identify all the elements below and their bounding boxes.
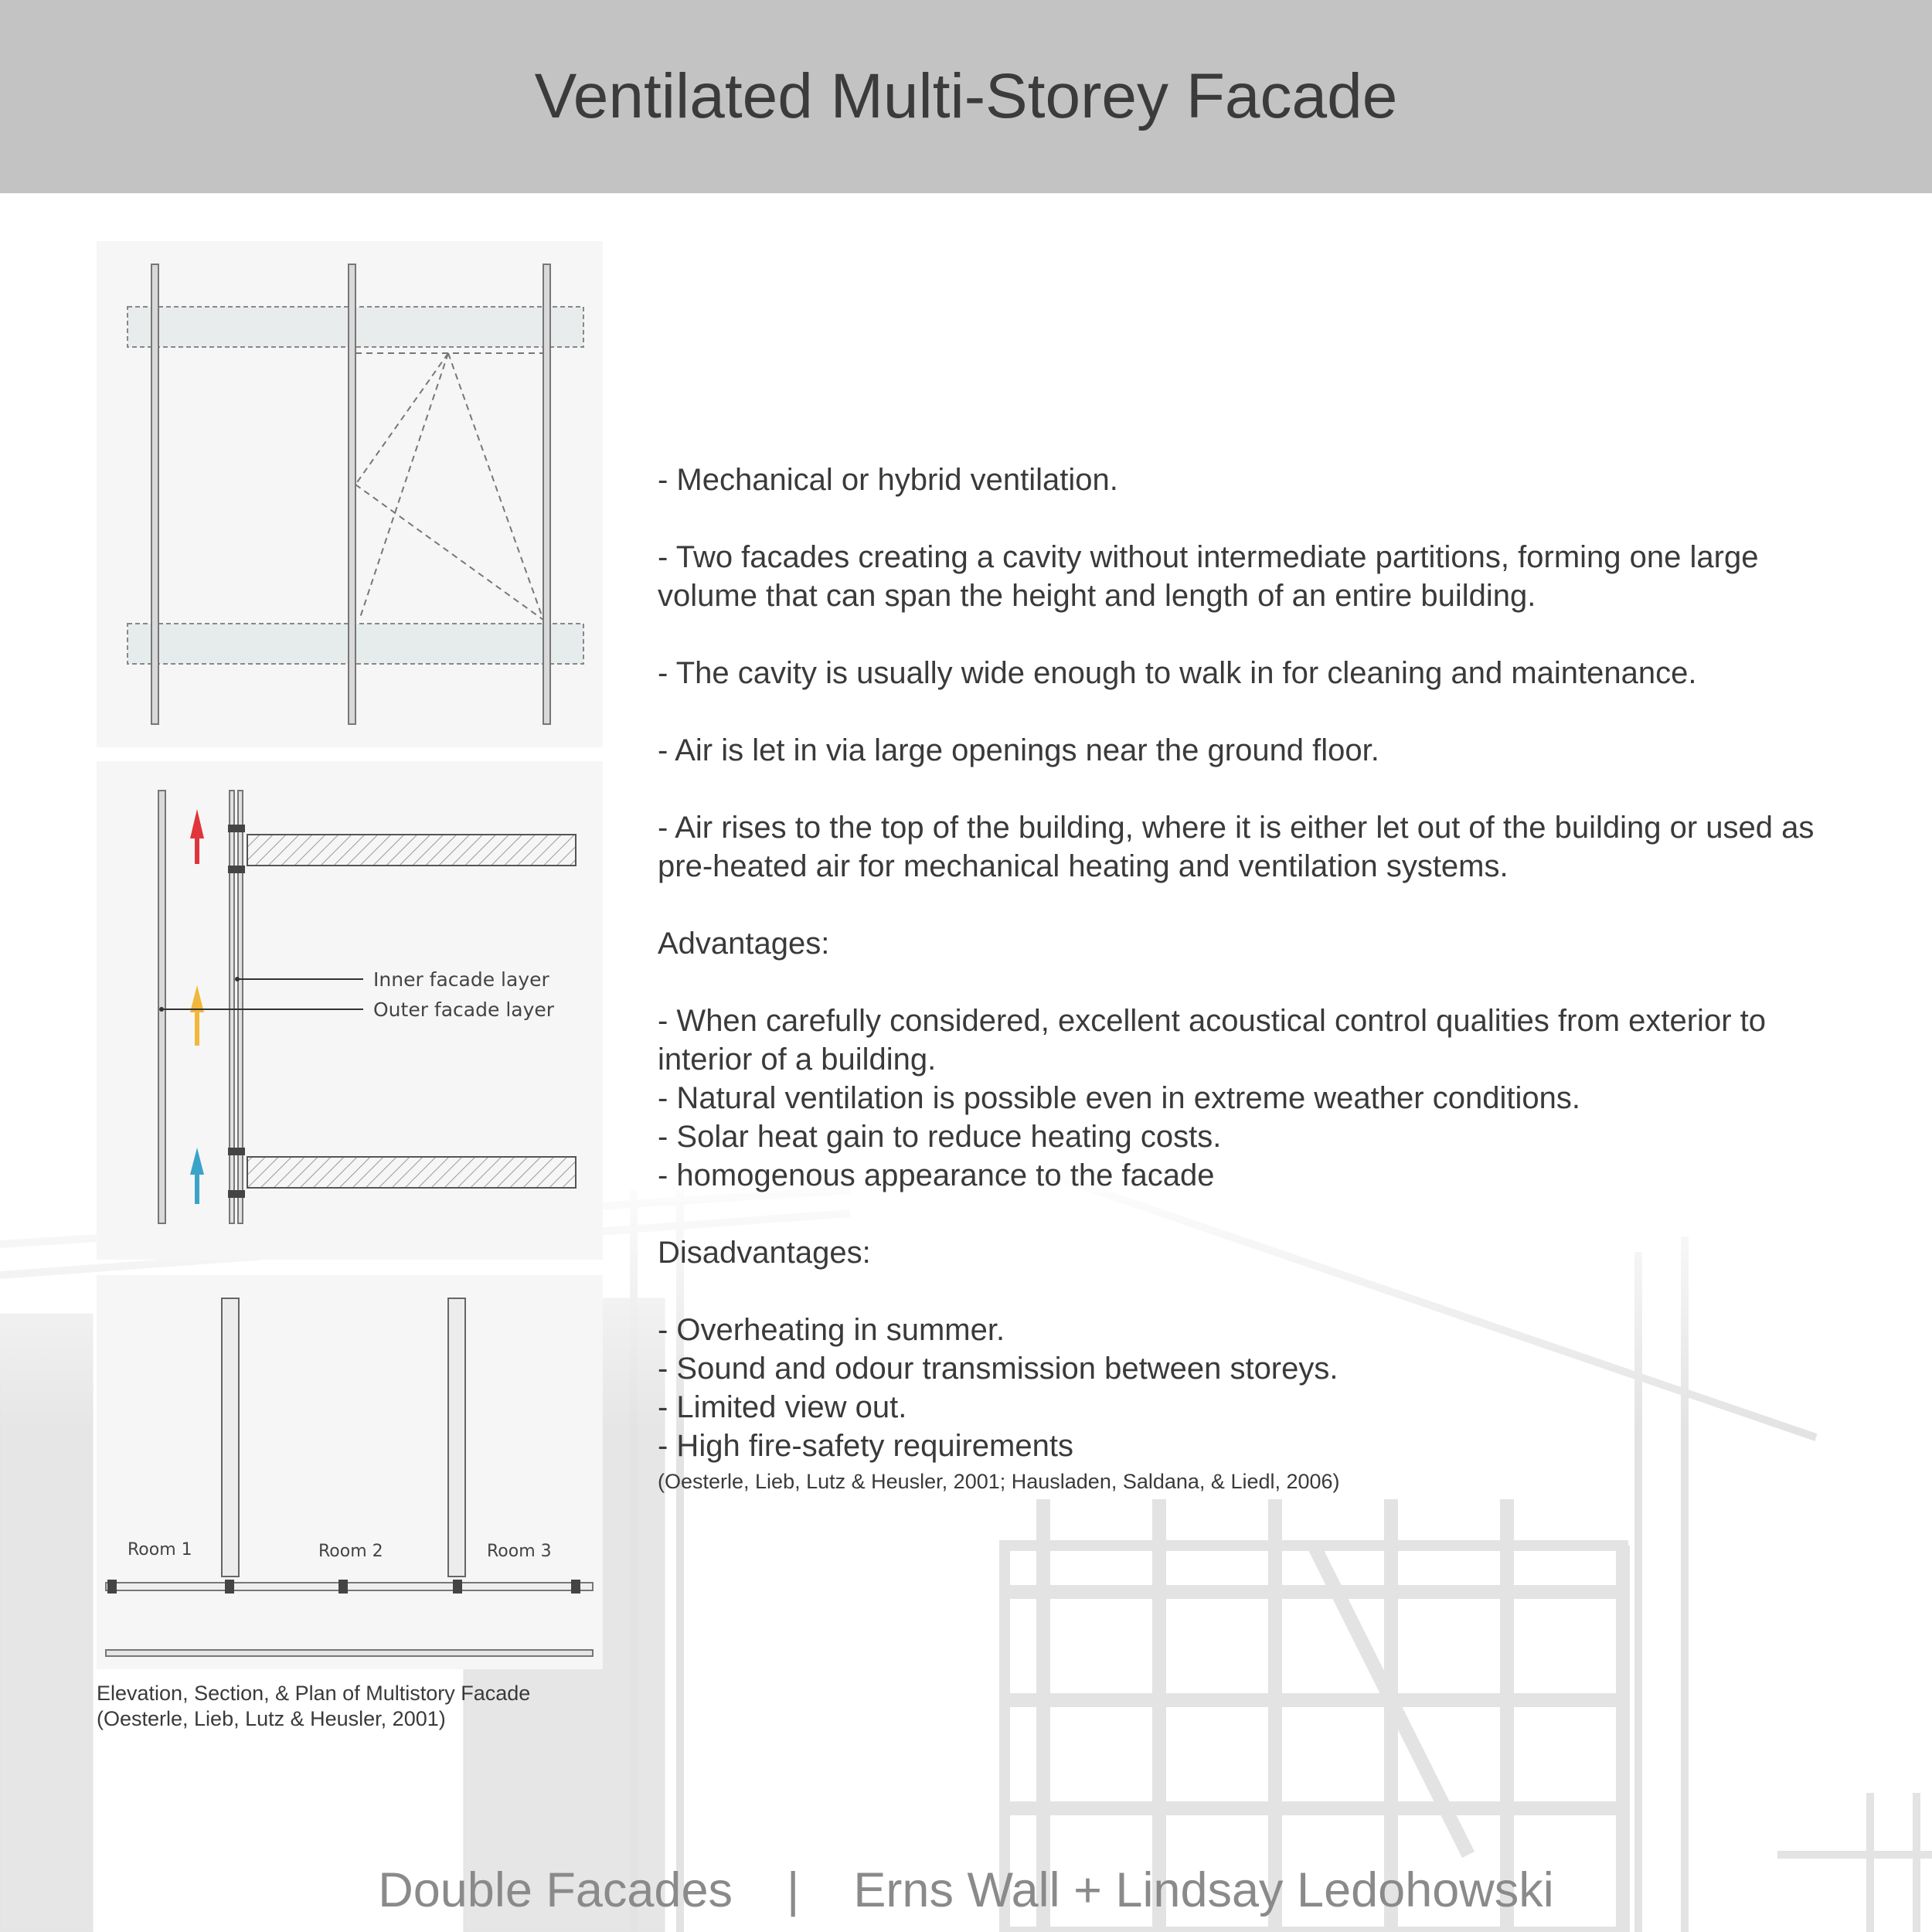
footer-title: Double Facades bbox=[378, 1863, 733, 1917]
room-2-label: Room 2 bbox=[318, 1542, 383, 1561]
footer-separator: | bbox=[787, 1863, 800, 1917]
cool-air-arrow-icon bbox=[190, 1148, 204, 1204]
paragraph-2: - Two facades creating a cavity without intermediate partitions, forming one large volume that can span the height and length of an entire building. bbox=[658, 540, 1759, 613]
figure-caption bbox=[97, 1681, 638, 1732]
disadvantage-item: - Overheating in summer. bbox=[658, 1313, 1005, 1347]
citation: (Oesterle, Lieb, Lutz & Heusler, 2001; Hausladen, Saldana, & Liedl, 2006) bbox=[658, 1470, 1340, 1493]
plan-figure bbox=[97, 1275, 603, 1669]
disadvantage-item: - Limited view out. bbox=[658, 1390, 907, 1424]
inner-facade-label: Inner facade layer bbox=[373, 968, 549, 991]
footer-authors: Erns Wall + Lindsay Ledohowski bbox=[853, 1863, 1554, 1917]
warm-air-arrow-icon bbox=[190, 809, 204, 864]
advantages-heading: Advantages: bbox=[658, 927, 830, 961]
paragraph-4: - Air is let in via large openings near the ground floor. bbox=[658, 733, 1379, 767]
disadvantage-item: - High fire-safety requirements bbox=[658, 1429, 1073, 1463]
caption-line-2: (Oesterle, Lieb, Lutz & Heusler, 2001) bbox=[97, 1707, 446, 1730]
disadvantages-heading: Disadvantages: bbox=[658, 1236, 871, 1270]
paragraph-3: - The cavity is usually wide enough to walk in for cleaning and maintenance. bbox=[658, 656, 1697, 690]
footer bbox=[0, 1862, 1932, 1918]
advantage-item: - Solar heat gain to reduce heating costs. bbox=[658, 1120, 1222, 1154]
outer-facade-label: Outer facade layer bbox=[373, 998, 555, 1021]
advantage-item: - Natural ventilation is possible even in extreme weather conditions. bbox=[658, 1081, 1580, 1115]
main-content bbox=[658, 461, 1863, 1498]
elevation-figure bbox=[97, 241, 603, 747]
advantage-item: - homogenous appearance to the facade bbox=[658, 1158, 1215, 1192]
paragraph-5: - Air rises to the top of the building, where it is either let out of the building or used as pre-heated air for mechanical heating and ventilation systems. bbox=[658, 811, 1815, 883]
advantage-item: - When carefully considered, excellent acoustical control qualities from exterior to interior of a building. bbox=[658, 1004, 1766, 1077]
mid-air-arrow-icon bbox=[190, 985, 204, 1046]
caption-line-1: Elevation, Section, & Plan of Multistory Facade bbox=[97, 1682, 531, 1705]
disadvantage-item: - Sound and odour transmission between storeys. bbox=[658, 1352, 1338, 1386]
paragraph-1: - Mechanical or hybrid ventilation. bbox=[658, 463, 1118, 497]
room-3-label: Room 3 bbox=[487, 1542, 552, 1561]
page-title: Ventilated Multi-Storey Facade bbox=[534, 61, 1398, 131]
section-figure bbox=[97, 761, 603, 1260]
room-1-label: Room 1 bbox=[128, 1540, 192, 1560]
